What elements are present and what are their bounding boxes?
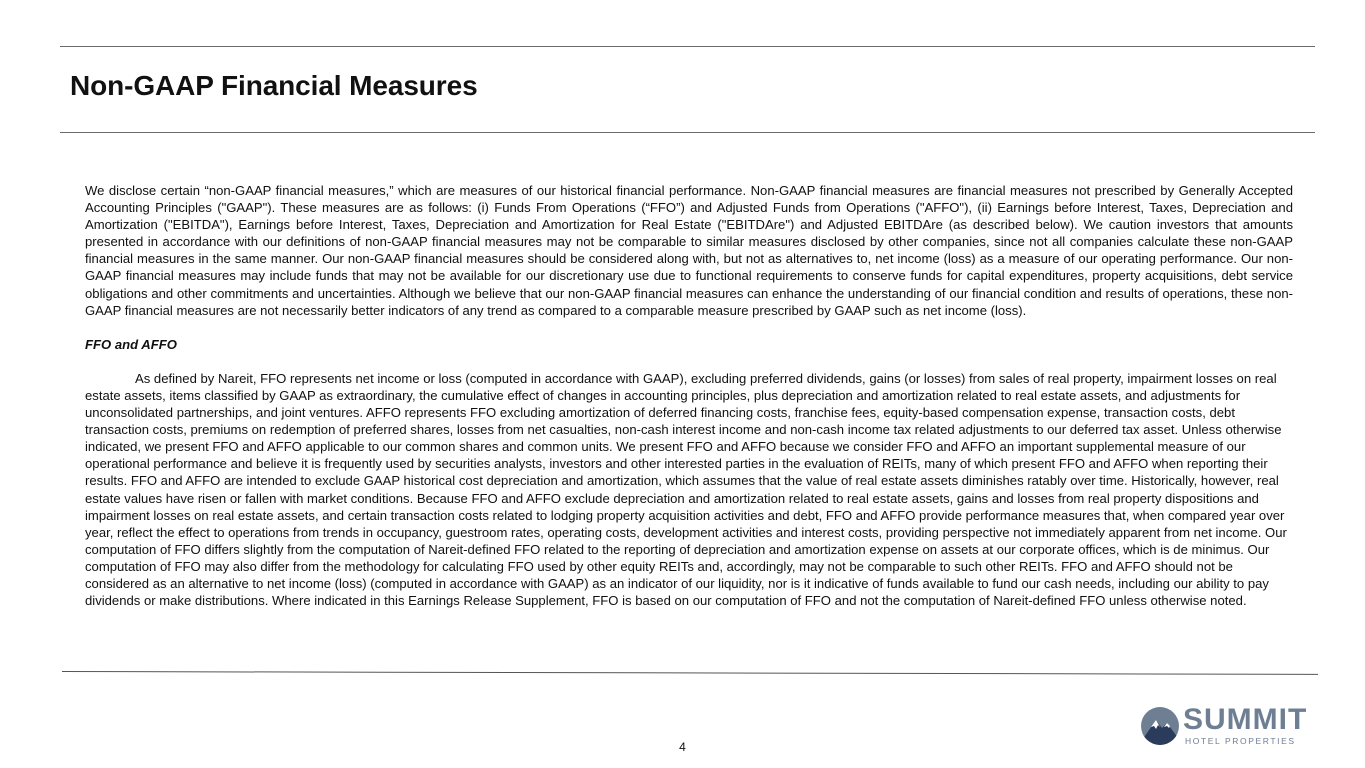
logo-wordmark: SUMMIT <box>1183 703 1308 736</box>
logo-subtitle: HOTEL PROPERTIES <box>1185 736 1296 746</box>
body-content <box>85 182 1293 609</box>
company-logo <box>1140 704 1320 748</box>
bottom-divider <box>62 671 1318 675</box>
mountain-logo-icon <box>1140 706 1180 746</box>
title-divider <box>60 132 1315 133</box>
intro-paragraph: We disclose certain “non-GAAP financial measures,” which are measures of our historical financial performance. Non-GAAP financial measures are financial measures not prescribed by Generally Accepted Accounting Principles ("GAAP"). These measures are as follows: (i) Funds From Operations (“FFO”) and Adjusted Funds from Operations ("AFFO"), (ii) Earnings before Interest, Taxes, Depreciation and Amortization ("EBITDA"), Earnings before Interest, Taxes, Depreciation and Amortization for Real Estate ("EBITDAre") and Adjusted EBITDAre (as described below). We caution investors that amounts presented in accordance with our definitions of non-GAAP financial measures may not be comparable to similar measures disclosed by other companies, since not all companies calculate these non-GAAP financial measures in the same manner. Our non-GAAP financial measures should be considered along with, but not as alternatives to, net income (loss) as a measure of our operating performance. Our non-GAAP financial measures may include funds that may not be available for our discretionary use due to functional requirements to conserve funds for capital expenditures, property acquisitions, debt service obligations and other commitments and uncertainties. Although we believe that our non-GAAP financial measures can enhance the understanding of our financial condition and results of operations, these non-GAAP financial measures are not necessarily better indicators of any trend as compared to a comparable measure prescribed by GAAP such as net income (loss). <box>85 183 1293 318</box>
top-divider <box>60 46 1315 47</box>
section-heading: FFO and AFFO <box>85 336 177 352</box>
page-title: Non-GAAP Financial Measures <box>70 70 478 101</box>
page-number: 4 <box>679 740 686 754</box>
section-paragraph: As defined by Nareit, FFO represents net income or loss (computed in accordance with GAAP), excluding preferred dividends, gains (or losses) from sales of real property, impairment losses on real estate assets, items classified by GAAP as extraordinary, the cumulative effect of changes in accounting principles, plus depreciation and amortization related to real estate assets, and adjustments for unconsolidated partnerships, and joint ventures. AFFO represents FFO excluding amortization of deferred financing costs, franchise fees, equity-based compensation expense, transaction costs, debt transaction costs, premiums on redemption of preferred shares, losses from net casualties, non-cash interest income and non-cash income tax related adjustments to our deferred tax asset. Unless otherwise indicated, we present FFO and AFFO applicable to our common shares and common units. We present FFO and AFFO because we consider FFO and AFFO an important supplemental measure of our operational performance and believe it is frequently used by securities analysts, investors and other interested parties in the evaluation of REITs, many of which present FFO and AFFO when reporting their results. FFO and AFFO are intended to exclude GAAP historical cost depreciation and amortization, which assumes that the value of real estate assets diminishes ratably over time. Historically, however, real estate values have risen or fallen with market conditions. Because FFO and AFFO exclude depreciation and amortization related to real estate assets, gains and losses from real property dispositions and impairment losses on real estate assets, and certain transaction costs related to lodging property acquisition activities and debt, FFO and AFFO provide performance measures that, when compared year over year, reflect the effect to operations from trends in occupancy, guestroom rates, operating costs, development activities and interest costs, providing perspective not immediately apparent from net income. Our computation of FFO differs slightly from the computation of Nareit-defined FFO related to the reporting of depreciation and amortization expense on assets at our corporate offices, which is de minimus. Our computation of FFO may also differ from the methodology for calculating FFO used by other equity REITs and, accordingly, may not be comparable to such other REITs. FFO and AFFO should not be considered as an alternative to net income (loss) (computed in accordance with GAAP) as an indicator of our liquidity, nor is it indicative of funds available to fund our cash needs, including our ability to pay dividends or make distributions. Where indicated in this Earnings Release Supplement, FFO is based on our computation of FFO and not the computation of Nareit-defined FFO unless otherwise noted. <box>85 370 1287 609</box>
